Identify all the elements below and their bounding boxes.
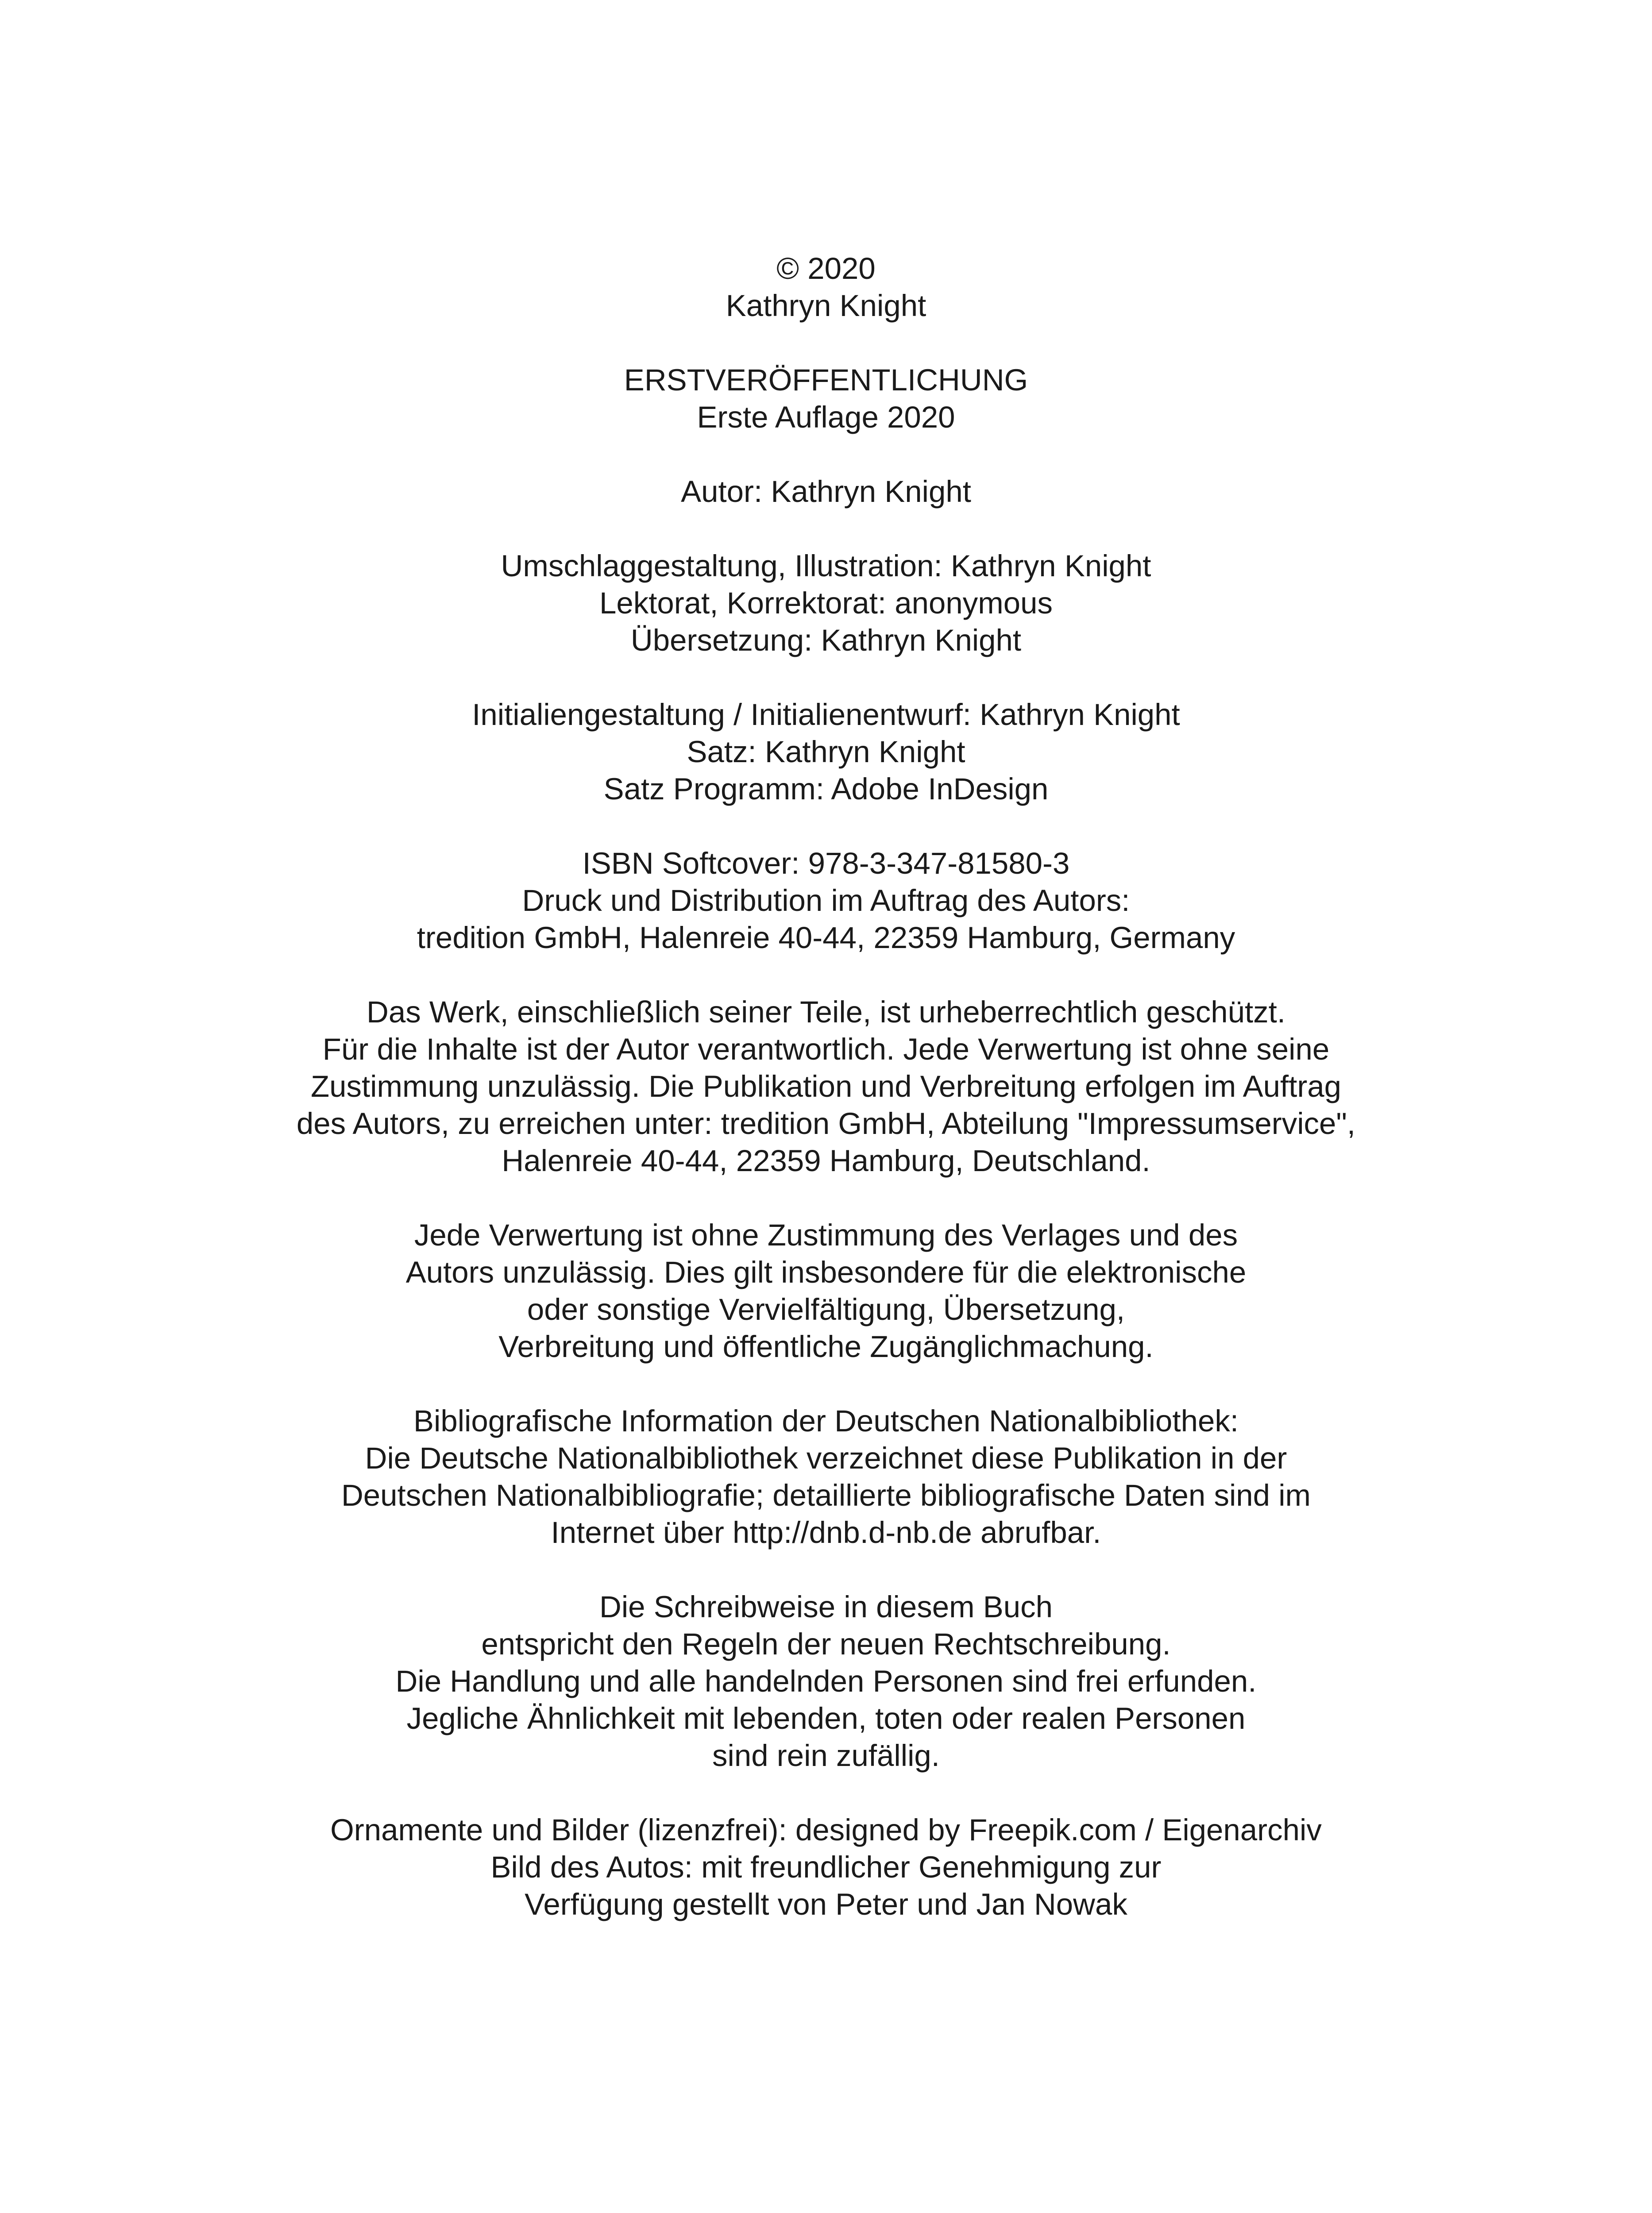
rights-line: des Autors, zu erreichen unter: tredition GmbH, Abteilung "Impressumservice",: [296, 1106, 1356, 1141]
usage-line: Autors unzulässig. Dies gilt insbesondere für die elektronische: [405, 1255, 1247, 1289]
copyright-year: © 2020: [776, 251, 876, 285]
usage-block: [0, 1217, 1652, 1365]
rights-line: Für die Inhalte ist der Autor verantwortlich. Jede Verwertung ist ohne seine: [322, 1032, 1330, 1066]
spelling-block: [0, 1588, 1652, 1774]
publisher-address-line: tredition GmbH, Halenreie 40-44, 22359 Hamburg, Germany: [417, 921, 1235, 955]
usage-line: Jede Verwertung ist ohne Zustimmung des Verlages und des: [414, 1218, 1238, 1252]
edition-block: [0, 362, 1652, 436]
fiction-disclaimer-line: Jegliche Ähnlichkeit mit lebenden, toten oder realen Personen: [406, 1701, 1246, 1735]
isbn-line: ISBN Softcover: 978-3-347-81580-3: [582, 846, 1070, 880]
usage-line: oder sonstige Vervielfältigung, Übersetzung,: [527, 1292, 1125, 1326]
rights-line: Das Werk, einschließlich seiner Teile, ist urheberrechtlich geschützt.: [367, 995, 1285, 1029]
isbn-block: [0, 845, 1652, 956]
bibliography-block: [0, 1403, 1652, 1551]
bibliography-line: Bibliografische Information der Deutschen Nationalbibliothek:: [413, 1404, 1239, 1438]
author-line: Autor: Kathryn Knight: [681, 474, 971, 509]
spelling-line: Die Schreibweise in diesem Buch: [599, 1590, 1053, 1624]
rights-line: Zustimmung unzulässig. Die Publikation und Verbreitung erfolgen im Auftrag: [310, 1069, 1342, 1103]
author-block: [0, 473, 1652, 510]
bibliography-line: Deutschen Nationalbibliografie; detaillierte bibliografische Daten sind im: [341, 1478, 1311, 1512]
rights-block: [0, 994, 1652, 1180]
fiction-disclaimer-line: sind rein zufällig.: [712, 1739, 940, 1773]
images-credit-block: [0, 1812, 1652, 1923]
typesetting-line: Satz: Kathryn Knight: [687, 735, 965, 769]
edition-info: Erste Auflage 2020: [697, 400, 955, 434]
credits-block: [0, 547, 1652, 659]
bibliography-line: Internet über http://dnb.d-nb.de abrufbar.: [551, 1515, 1101, 1550]
author-photo-credit-line: Verfügung gestellt von Peter und Jan Nowak: [525, 1887, 1127, 1921]
cover-design-line: Umschlaggestaltung, Illustration: Kathryn Knight: [501, 549, 1151, 583]
author-photo-credit-line: Bild des Autos: mit freundlicher Genehmigung zur: [490, 1850, 1162, 1884]
copyright-block: [0, 250, 1652, 324]
editing-line: Lektorat, Korrektorat: anonymous: [599, 586, 1053, 620]
ornaments-credit-line: Ornamente und Bilder (lizenzfrei): designed by Freepik.com / Eigenarchiv: [330, 1813, 1322, 1847]
initials-design-line: Initialiengestaltung / Initialienentwurf: Kathryn Knight: [472, 698, 1180, 732]
rights-line: Halenreie 40-44, 22359 Hamburg, Deutschland.: [502, 1144, 1150, 1178]
copyright-holder: Kathryn Knight: [726, 289, 926, 323]
typesetting-program-line: Satz Programm: Adobe InDesign: [603, 772, 1049, 806]
spelling-line: entspricht den Regeln der neuen Rechtschreibung.: [481, 1627, 1171, 1661]
fiction-disclaimer-line: Die Handlung und alle handelnden Personen sind frei erfunden.: [395, 1664, 1257, 1698]
imprint-text: [0, 250, 1652, 1960]
print-distribution-line: Druck und Distribution im Auftrag des Autors:: [522, 883, 1130, 918]
bibliography-line: Die Deutsche Nationalbibliothek verzeichnet diese Publikation in der: [365, 1441, 1287, 1475]
translation-line: Übersetzung: Kathryn Knight: [630, 623, 1022, 657]
typesetting-block: [0, 696, 1652, 808]
usage-line: Verbreitung und öffentliche Zugänglichmachung.: [498, 1330, 1154, 1364]
first-publication: ERSTVERÖFFENTLICHUNG: [624, 363, 1028, 397]
